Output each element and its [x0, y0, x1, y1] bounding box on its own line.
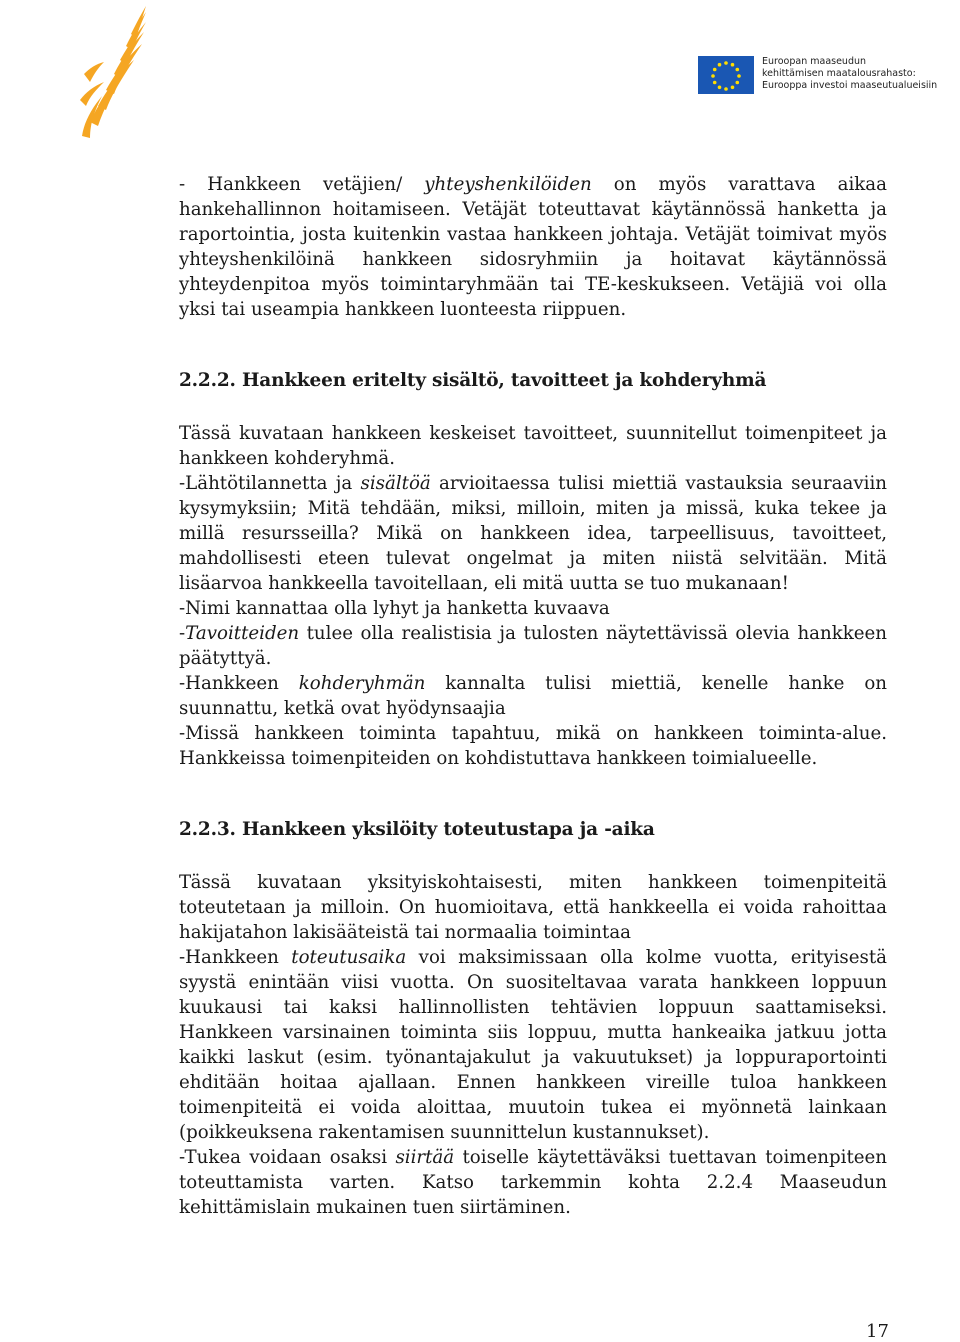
text-run: kannalta tulisi miettiä, kenelle hanke on suunnattu, ketkä ovat hyödynsaajia — [179, 673, 887, 719]
section-heading-2-2-3 — [179, 817, 887, 842]
paragraph-transfer — [179, 1145, 887, 1220]
paragraph-implementation: Tässä kuvataan yksityiskohtaisesti, miten hankkeen toimenpiteitä toteutetaan ja milloin. On huomioitava, että hankkeella ei voida rahoittaa hakijatahon lakisääteistä tai normaalia toimintaa — [179, 872, 887, 943]
eu-line-2: kehittämisen maatalousrahasto: — [762, 68, 916, 79]
section-heading-2-2-2 — [179, 368, 887, 393]
page-header — [0, 0, 960, 150]
section-title: Hankkeen eritelty sisältö, tavoitteet ja kohderyhmä — [242, 370, 767, 391]
emphasis-text: yhteyshenkilöiden — [424, 174, 592, 195]
emphasis-text: kohderyhmän — [298, 673, 426, 694]
section-title: Hankkeen yksilöity toteutustapa ja -aika — [242, 819, 655, 840]
text-run: toiselle käytettäväksi tuettavan toimenpiteen toteuttamista varten. Katso tarkemmin kohta 2.2.4 Maaseudun kehittämislain mukainen tuen siirtäminen. — [179, 1147, 887, 1218]
paragraph-intro: Tässä kuvataan hankkeen keskeiset tavoitteet, suunnitellut toimenpiteet ja hankkeen kohderyhmä. — [179, 423, 887, 469]
text-run: - — [179, 623, 186, 644]
paragraph-target-group — [179, 671, 887, 721]
document-body — [179, 172, 887, 1220]
emphasis-text: Tavoitteiden — [185, 623, 300, 644]
section-number: 2.2.3. — [179, 819, 236, 840]
text-run: tulee olla realistisia ja tulosten näytettävissä olevia hankkeen päätyttyä. — [179, 623, 887, 669]
leader-wing-logo-icon — [78, 4, 158, 142]
section-number: 2.2.2. — [179, 370, 236, 391]
text-run: on myös varattava aikaa hankehallinnon hoitamiseen. Vetäjät toteuttavat käytännössä hanketta ja raportointia, josta kuitenkin vastaa hankkeen johtaja. Vetäjät toimivat myös yhteyshenkilöinä hankkeen sidosryhmiin ja hoitavat käytännössä yhteydenpitoa myös toimintaryhmään tai TE-keskukseen. Vetäjiä voi olla yksi tai useampia hankkeen luonteesta riippuen. — [179, 174, 887, 320]
eu-flag-icon — [698, 56, 754, 94]
text-run: -Hankkeen — [179, 673, 299, 694]
paragraph-name: -Nimi kannattaa olla lyhyt ja hanketta kuvaava — [179, 598, 610, 619]
text-run: - Hankkeen vetäjien/ — [179, 174, 425, 195]
text-run: voi maksimissaan olla kolme vuotta, erityisestä syystä enintään viisi vuotta. On suositeltavaa varata hankkeen loppuun kuukausi tai kaksi hallinnollisten tehtävien loppuun saattamiseksi. Hankkeen varsinainen toiminta siis loppuu, mutta hankeaika jatkuu jotta kaikki laskut (esim. työnantajakulut ja vakuutukset) ja loppuraportointi ehditään hoitaa ajallaan. Ennen hankkeen vireille tuloa hankkeen toimenpiteitä ei voida aloittaa, muutoin tukea ei myönnetä lainkaan (poikkeuksena rakentamisen suunnittelun kustannukset). — [179, 947, 887, 1143]
text-run: -Tukea voidaan osaksi — [179, 1147, 396, 1168]
paragraph-duration — [179, 945, 887, 1145]
paragraph-area: -Missä hankkeen toiminta tapahtuu, mikä on hankkeen toiminta-alue. Hankkeissa toimenpiteiden on kohdistuttava hankkeen toimialueelle. — [179, 723, 887, 769]
paragraph-project-leaders — [179, 172, 887, 322]
emphasis-text: toteutusaika — [291, 947, 407, 968]
paragraph-goals — [179, 621, 887, 671]
emphasis-text: siirtää — [395, 1147, 455, 1168]
text-run: -Hankkeen — [179, 947, 292, 968]
emphasis-text: sisältöä — [360, 473, 431, 494]
eu-line-1: Euroopan maaseudun — [762, 56, 867, 67]
text-run: arvioitaessa tulisi miettiä vastauksia seuraaviin kysymyksiin; Mitä tehdään, miksi, milloin, miten ja missä, kuka tekee ja millä resursseilla? Mikä on hankkeen idea, tarpeellisuus, tavoitteet, mahdollisesti eteen tulevat ongelmat ja miten niistä selvitään. Mitä lisäarvoa hankkeella tavoitellaan, eli mitä uutta se tuo mukanaan! — [179, 473, 887, 594]
text-run: -Lähtötilannetta ja — [179, 473, 361, 494]
paragraph-content — [179, 471, 887, 596]
eu-line-3: Eurooppa investoi maaseutualueisiin — [762, 80, 938, 91]
eu-funding-notice — [698, 56, 938, 96]
eu-fund-text — [762, 56, 937, 92]
page-number: 17 — [866, 1321, 889, 1342]
